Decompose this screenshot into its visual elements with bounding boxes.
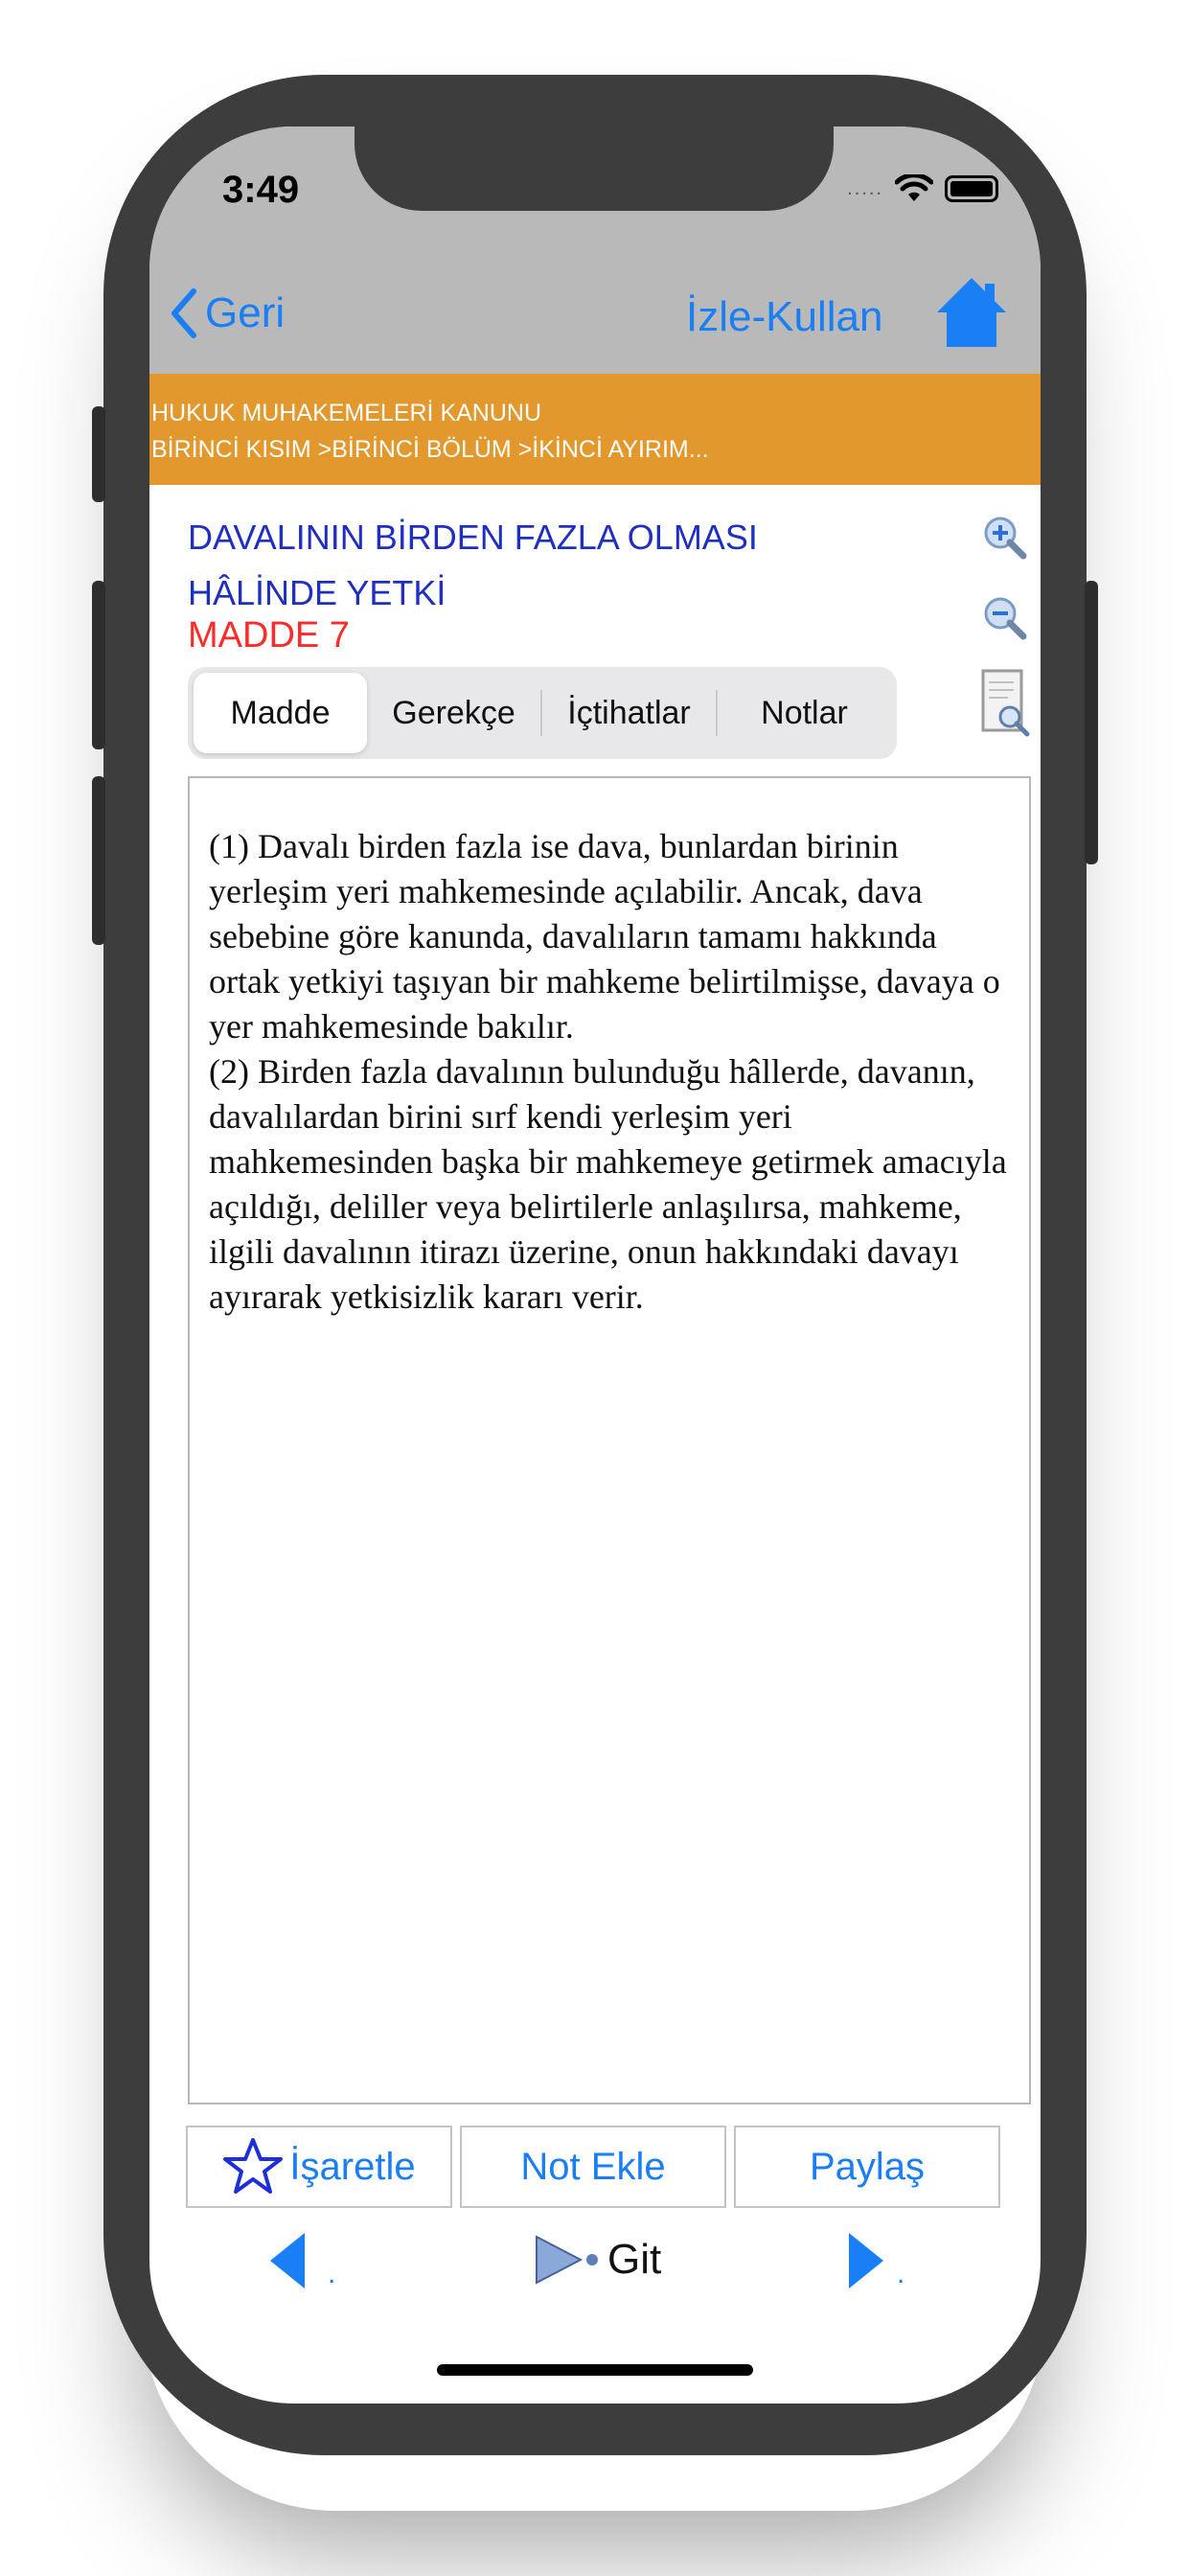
- article-paragraph-1: (1) Davalı birden fazla ise dava, bunlardan birinin yerleşim yeri mahkemesinde açılabilir. Ancak, dava sebebine göre kanunda, davalıların tamamı hakkında ortak yetkiyi taşıyan bir mahkeme belirtilmişse, davaya o yer mahkemesinde bakılır.: [209, 827, 1000, 1046]
- volume-down-button: [92, 776, 105, 945]
- back-label: Geri: [205, 289, 286, 336]
- document-search-icon[interactable]: [979, 667, 1033, 738]
- star-icon: [222, 2136, 284, 2197]
- screen: [149, 126, 1041, 2404]
- breadcrumb-path: BİRİNCİ KISIM >BİRİNCİ BÖLÜM >İKİNCİ AYIRIM...: [151, 436, 709, 463]
- next-label: .: [897, 2258, 905, 2289]
- mark-button[interactable]: [186, 2126, 452, 2208]
- tab-gerekce[interactable]: Gerekçe: [392, 694, 515, 731]
- home-icon[interactable]: [933, 274, 1010, 351]
- go-button[interactable]: [533, 2231, 661, 2288]
- signal-icon: .....: [847, 177, 883, 199]
- status-icons: [847, 174, 998, 203]
- previous-article-button[interactable]: [268, 2231, 335, 2290]
- chevron-left-icon: [169, 288, 197, 339]
- article-title-line2: HÂLİNDE YETKİ: [188, 573, 446, 612]
- zoom-in-icon[interactable]: [981, 514, 1027, 560]
- zoom-out-icon[interactable]: [981, 594, 1027, 640]
- go-arrow-icon: [533, 2231, 604, 2288]
- article-pager: [149, 2225, 1041, 2312]
- tab-bar: [188, 667, 897, 759]
- breadcrumb: [149, 374, 1041, 485]
- go-label: Git: [607, 2236, 662, 2283]
- back-button[interactable]: [169, 288, 285, 339]
- add-note-button[interactable]: [460, 2126, 726, 2208]
- breadcrumb-law: HUKUK MUHAKEMELERİ KANUNU: [151, 400, 542, 426]
- share-label: Paylaş: [809, 2145, 926, 2188]
- article-title: [188, 510, 858, 621]
- notch: [355, 126, 834, 211]
- tab-ictihatlar[interactable]: İçtihatlar: [567, 694, 691, 731]
- battery-icon: [945, 175, 998, 202]
- triangle-right-icon: [847, 2231, 885, 2290]
- article-number: MADDE 7: [188, 615, 350, 656]
- status-time: 3:49: [222, 169, 300, 211]
- previous-label: .: [328, 2258, 336, 2289]
- volume-up-button: [92, 581, 105, 749]
- home-indicator[interactable]: [437, 2364, 753, 2376]
- tab-notlar[interactable]: Notlar: [761, 694, 848, 731]
- silent-switch: [92, 406, 105, 502]
- action-row: [186, 2126, 1000, 2208]
- article-paragraph-2: (2) Birden fazla davalının bulunduğu hâllerde, davanın, davalılardan birini sırf kendi yerleşim yeri mahkemesinden başka bir mahkemeye getirmek amacıyla açıldığı, deliller veya belirtilerle anlaşılırsa, mahkeme, ilgili davalının itirazı üzerine, onun hakkındaki davayı ayırarak yetkisizlik kararı verir.: [209, 1052, 1007, 1316]
- mark-label: İşaretle: [289, 2145, 416, 2188]
- watch-use-button[interactable]: İzle-Kullan: [686, 293, 883, 340]
- tab-madde[interactable]: Madde: [194, 673, 367, 753]
- next-article-button[interactable]: [847, 2231, 904, 2290]
- add-note-label: Not Ekle: [520, 2145, 666, 2188]
- article-content[interactable]: [188, 776, 1031, 2104]
- triangle-left-icon: [268, 2231, 307, 2290]
- power-button: [1085, 581, 1098, 864]
- navigation-bar: [149, 253, 1041, 374]
- article-title-line1: DAVALININ BİRDEN FAZLA OLMASI: [188, 518, 758, 557]
- share-button[interactable]: [734, 2126, 1000, 2208]
- wifi-icon: [895, 174, 933, 203]
